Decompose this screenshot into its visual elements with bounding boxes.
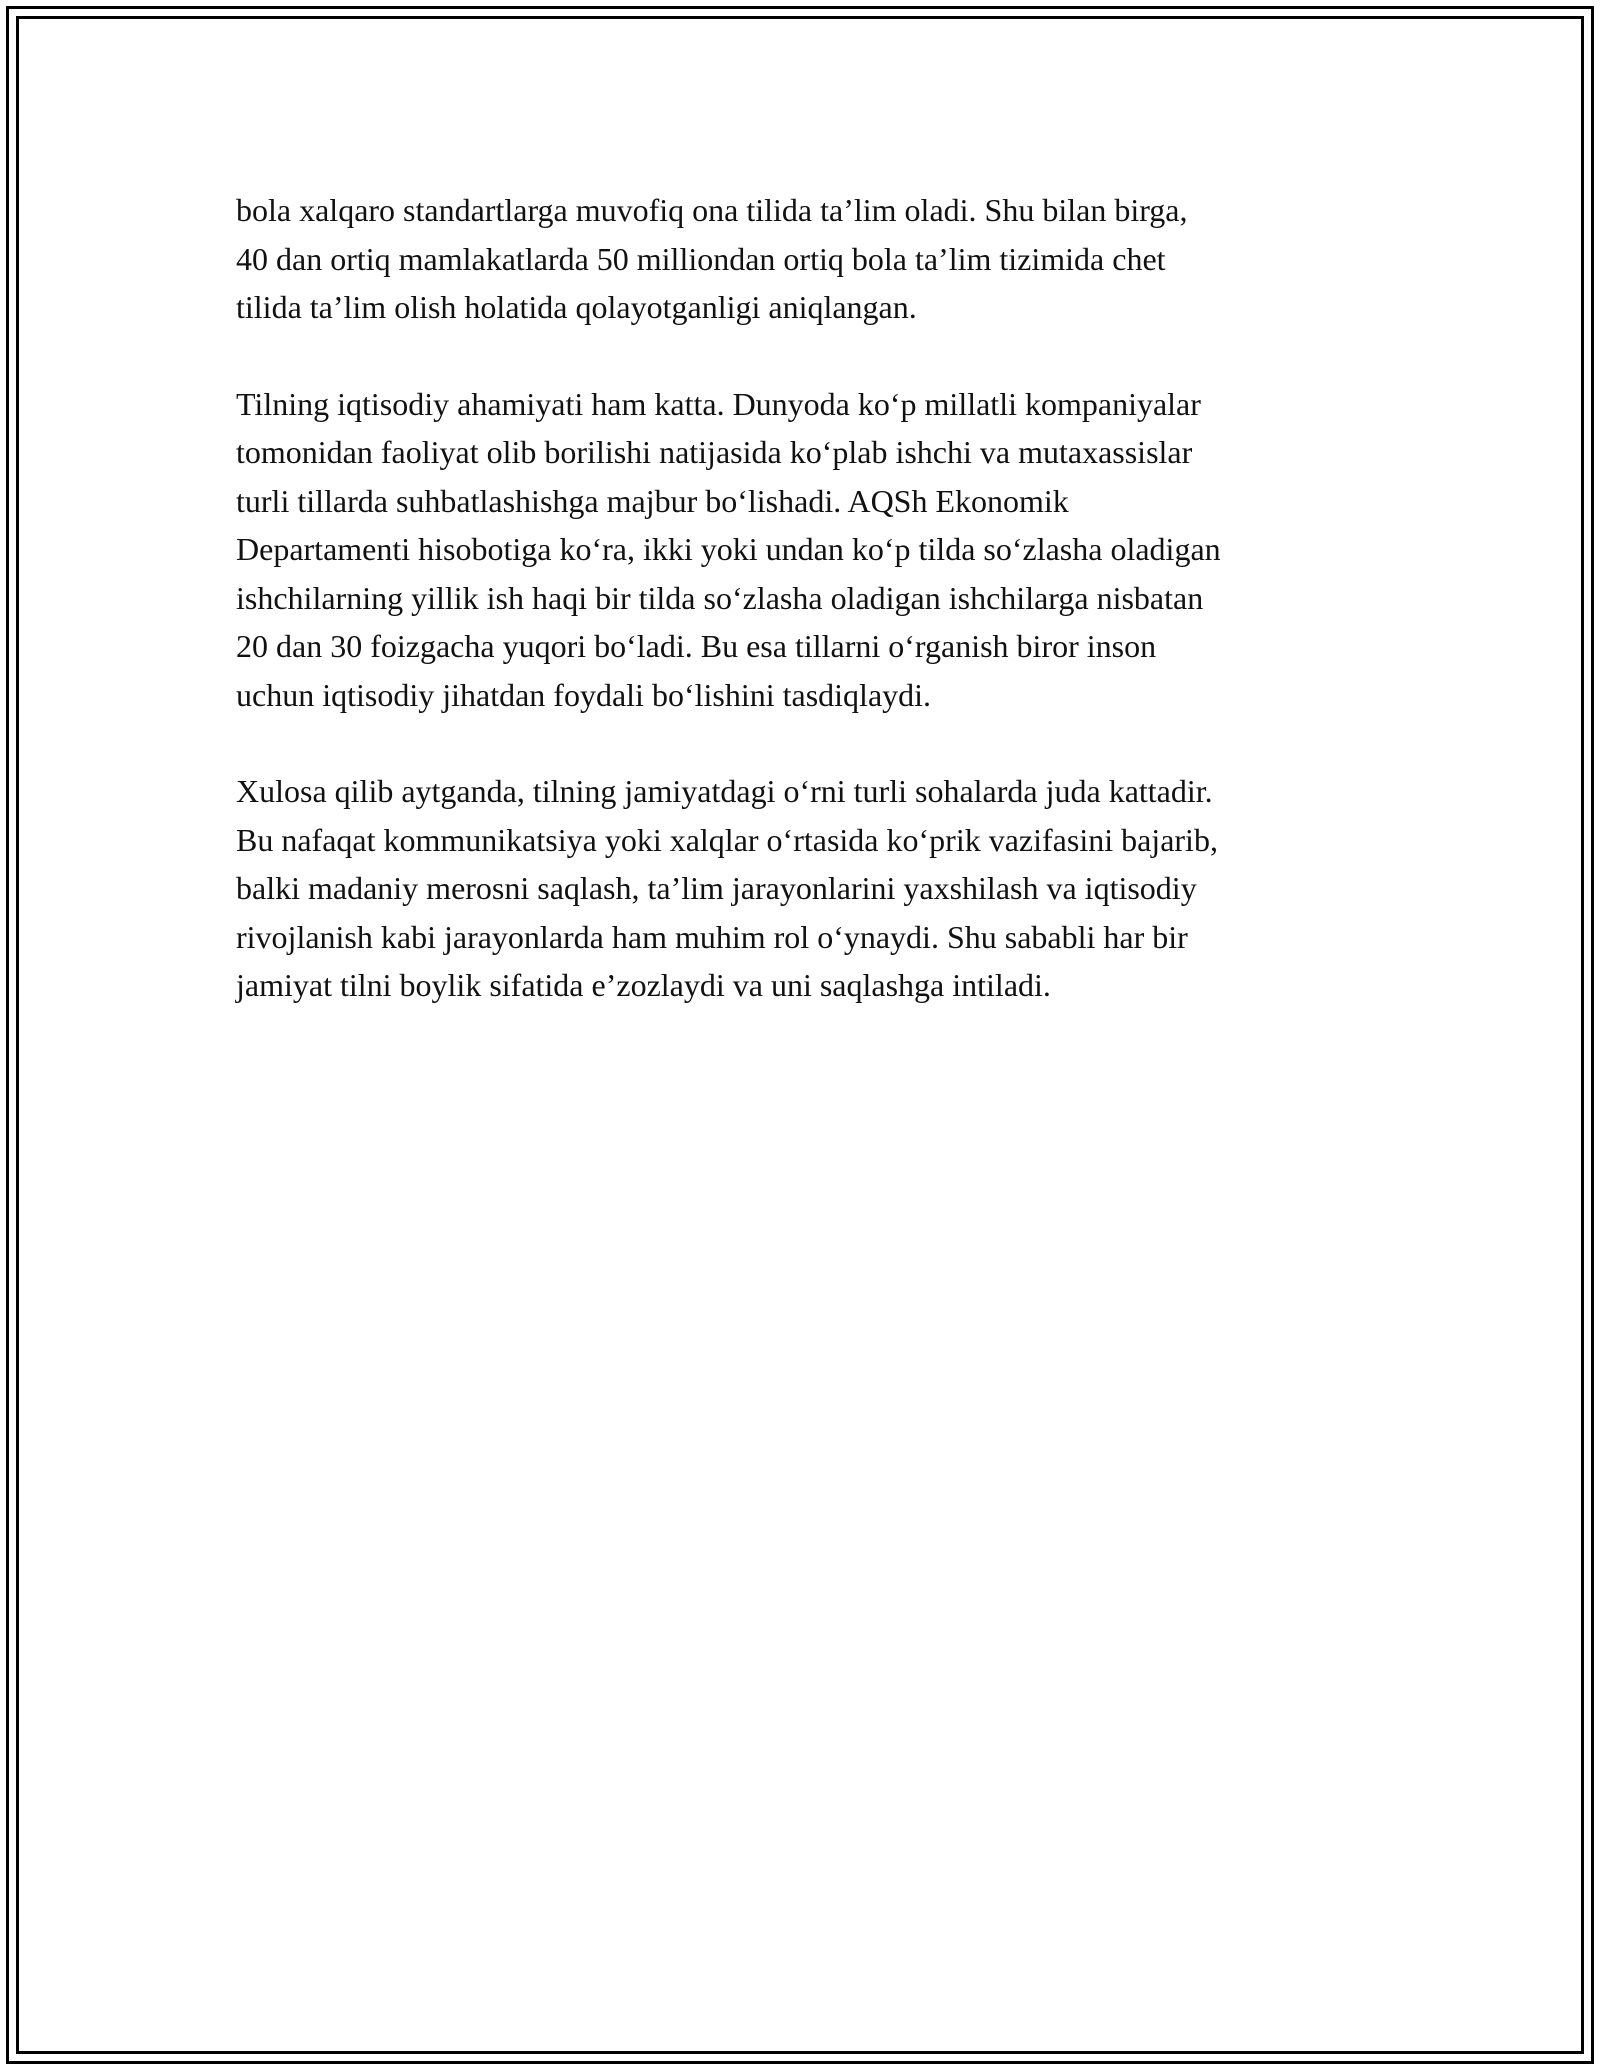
text-line: Departamenti hisobotiga koʻra, ikki yoki undan koʻp tilda soʻzlasha oladigan [236, 531, 1221, 567]
paragraph-1 [236, 186, 1376, 332]
text-line: turli tillarda suhbatlashishga majbur boʻlishadi. AQSh Ekonomik [236, 482, 1069, 519]
text-line: jamiyat tilni boylik sifatida e’zozlaydi va uni saqlashga intiladi. [236, 967, 1051, 1003]
text-line: rivojlanish kabi jarayonlarda ham muhim rol oʻynaydi. Shu sababli har bir [236, 918, 1188, 955]
text-line: Xulosa qilib aytganda, tilning jamiyatdagi oʻrni turli sohalarda juda kattadir. [236, 773, 1213, 809]
text-line: tilida ta’lim olish holatida qolayotganligi aniqlangan. [236, 289, 917, 325]
paragraph-3 [236, 767, 1376, 1010]
text-line: tomonidan faoliyat olib borilishi natijasida koʻplab ishchi va mutaxassislar [236, 434, 1193, 470]
text-line: balki madaniy merosni saqlash, ta’lim jarayonlarini yaxshilash va iqtisodiy [236, 870, 1197, 906]
text-line: ishchilarning yillik ish haqi bir tilda soʻzlasha oladigan ishchilarga nisbatan [236, 579, 1204, 616]
text-line: Tilning iqtisodiy ahamiyati ham katta. Dunyoda koʻp millatli kompaniyalar [236, 385, 1201, 422]
text-line: uchun iqtisodiy jihatdan foydali boʻlishini tasdiqlaydi. [236, 676, 932, 713]
text-line: Bu nafaqat kommunikatsiya yoki xalqlar oʻrtasida koʻprik vazifasini bajarib, [236, 821, 1218, 858]
paragraph-2 [236, 380, 1376, 720]
document-body [236, 186, 1376, 1058]
text-line: 40 dan ortiq mamlakatlarda 50 milliondan ortiq bola ta’lim tizimida chet [236, 240, 1166, 277]
text-line: bola xalqaro standartlarga muvofiq ona tilida ta’lim oladi. Shu bilan birga, [236, 192, 1188, 228]
text-line: 20 dan 30 foizgacha yuqori boʻladi. Bu esa tillarni oʻrganish biror inson [236, 628, 1157, 664]
